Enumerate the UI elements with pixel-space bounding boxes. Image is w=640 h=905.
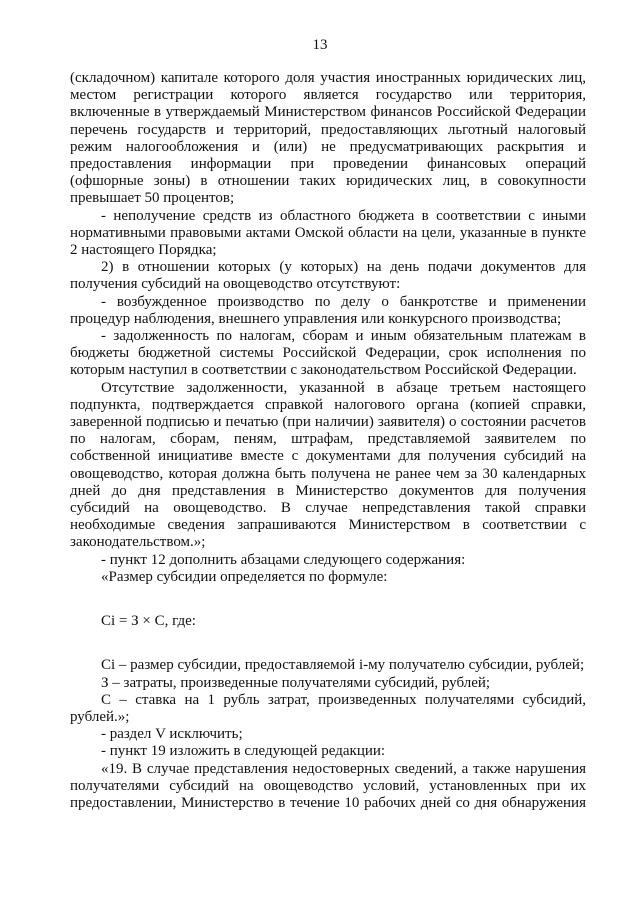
spacer [70, 586, 586, 613]
paragraph-item-19-amend: - пункт 19 изложить в следующей редакции: [101, 743, 386, 760]
paragraph-formula-intro: «Размер субсидии определяется по формуле: [101, 568, 388, 585]
paragraph-bankruptcy: - возбужденное производство по делу о банкротстве и применении процедур наблюдения, внешнего управления или конкурсного производства; [70, 293, 586, 327]
page-number: 13 [312, 37, 328, 53]
paragraph-budget-funds: - неполучение средств из областного бюджета в соответствии с иными нормативными правовыми актами Омской области на цели, указанные в пункте 2 настоящего Порядка; [70, 207, 586, 259]
paragraph-tax-debt: - задолженность по налогам, сборам и иным обязательным платежам в бюджеты бюджетной системы Российской Федерации, срок исполнения по которым наступил в соответствии с законодательством Российской Федерации. [70, 328, 586, 379]
paragraph-c-definition: С – ставка на 1 рубль затрат, произведенных получателями субсидий, рублей.»; [70, 691, 586, 725]
paragraph-section-v: - раздел V исключить; [101, 726, 243, 743]
paragraph-item-2: 2) в отношении которых (у которых) на день подачи документов для получения субсидий на овощеводство отсутствуют: [70, 259, 586, 293]
paragraph-no-debt-certificate: Отсутствие задолженности, указанной в абзаце третьем настоящего подпункта, подтверждается справкой налогового органа (копией справки, заверенной подписью и печатью (при наличии) заявителя) о состоянии расчетов по налогам, сборам, пеням, штрафам, представляемой заявителем по собственной инициативе вместе с документами для получения субсидий на овощеводство, которая должна быть получена не ранее чем за 30 календарных дней до дня представления в Министерство документов для получения субсидий на овощеводство. В случае непредставления такой справки необходимые сведения запрашиваются Министерством в соответствии с законодательством.»; [70, 379, 586, 551]
paragraph-z-definition: З – затраты, произведенные получателями субсидий, рублей; [101, 674, 491, 691]
paragraph-item-19-text: «19. В случае представления недостоверных сведений, а также нарушения получателями субсидий на овощеводство условий, установленных при их предоставлении, Министерство в течение 10 рабочих дней со дня обнаружения [70, 760, 586, 811]
formula: Ci = З × С, где: [101, 613, 196, 630]
paragraph-offshore-capital: (складочном) капитале которого доля участия иностранных юридических лиц, местом регистрации которого является государство или территория, включенные в утверждаемый Министерством финансов Российской Федерации перечень государств и территорий, предоставляющих льготный налоговый режим налогообложения и (или) не предусматривающих раскрытия и предоставления информации при проведении финансовых операций (офшорные зоны) в отношении таких юридических лиц, в совокупности превышает 50 процентов; [70, 70, 586, 207]
spacer [70, 630, 586, 657]
document-body [70, 70, 586, 812]
paragraph-item-12-amend: - пункт 12 дополнить абзацами следующего содержания: [101, 551, 466, 568]
paragraph-ci-definition: Ci – размер субсидии, предоставляемой i-му получателю субсидии, рублей; [101, 657, 585, 674]
